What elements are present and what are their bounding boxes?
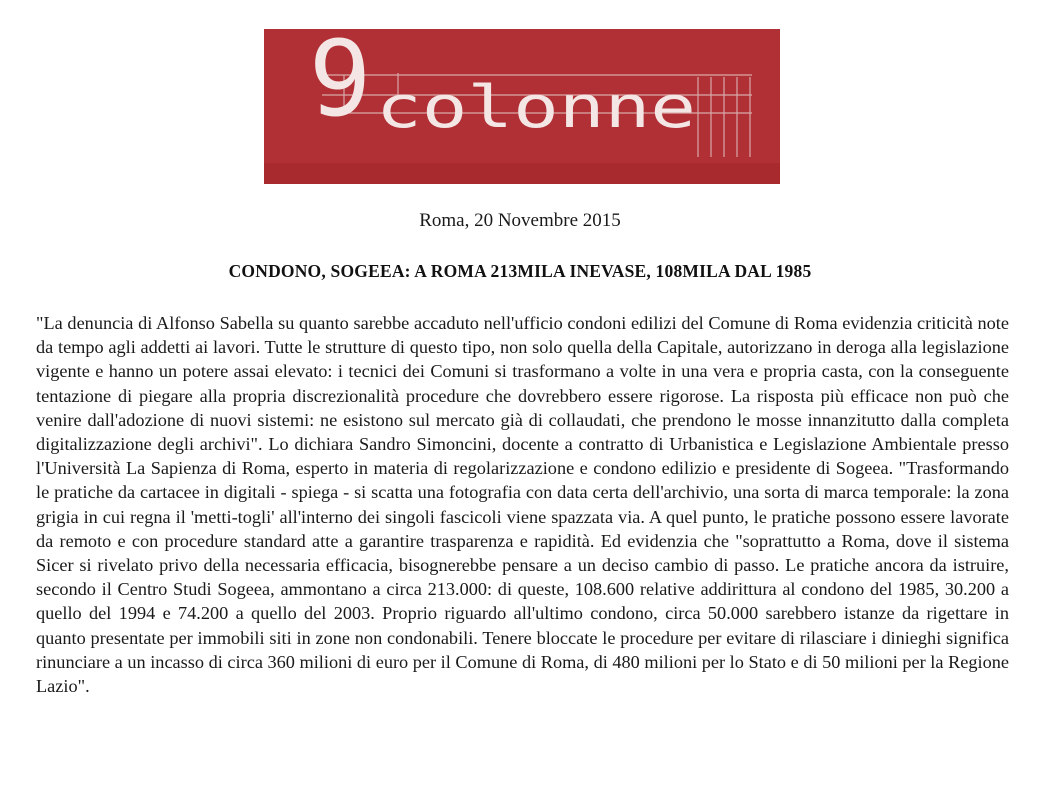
- article-body: "La denuncia di Alfonso Sabella su quanto sarebbe accaduto nell'ufficio condoni edilizi del Comune di Roma evidenzia criticità note da tempo agli addetti ai lavori. Tutte le strutture di questo tipo, non solo quella della Capitale, autorizzano in deroga alla legislazione vigente e hanno un potere assai elevato: i tecnici dei Comuni si trasformano a volte in una vera e propria casta, con la conseguente tentazione di piegare alla propria discrezionalità procedure che dovrebbero essere rigorose. La risposta più efficace non può che venire dall'adozione di nuovi sistemi: ne esistono sul mercato già di collaudati, che prendono le mosse innanzitutto dalla completa digitalizzazione degli archivi". Lo dichiara Sandro Simoncini, docente a contratto di Urbanistica e Legislazione Ambientale presso l'Università La Sapienza di Roma, esperto in materia di regolarizzazione e condono edilizio e presidente di Sogeea. "Trasformando le pratiche da cartacee in digitali - spiega - si scatta una fotografia con data certa dell'archivio, una sorta di marca temporale: la zona grigia in cui regna il 'metti-togli' all'interno dei singoli fascicoli viene spazzata via. A quel punto, le pratiche possono essere lavorate da remoto e con procedure standard atte a garantire trasparenza e rapidità. Ed evidenzia che "soprattutto a Roma, dove il sistema Sicer si rivelato privo della necessaria efficacia, bisognerebbe pensare a un deciso cambio di passo. Le pratiche ancora da istruire, secondo il Centro Studi Sogeea, ammontano a circa 213.000: di queste, 108.600 relative addirittura al condono del 1985, 30.200 a quello del 1994 e 74.200 a quello del 2003. Proprio riguardo all'ultimo condono, circa 50.000 sarebbero istanze da rigettare in quanto presentate per immobili siti in zone non condonabili. Tenere bloccate le procedure per evitare di rilasciare i dinieghi significa rinunciare a un incasso di circa 360 milioni di euro per il Comune di Roma, di 480 milioni per lo Stato e di 50 milioni per la Regione Lazio".: [36, 313, 1009, 697]
- dateline: Roma, 20 Novembre 2015: [419, 210, 621, 231]
- logo-word: colonne: [376, 73, 696, 141]
- article-headline: CONDONO, SOGEEA: A ROMA 213MILA INEVASE, 108MILA DAL 1985: [228, 261, 812, 281]
- logo-graphic: [264, 29, 780, 184]
- logo-number: 9: [308, 29, 372, 140]
- 9colonne-logo: [264, 29, 780, 184]
